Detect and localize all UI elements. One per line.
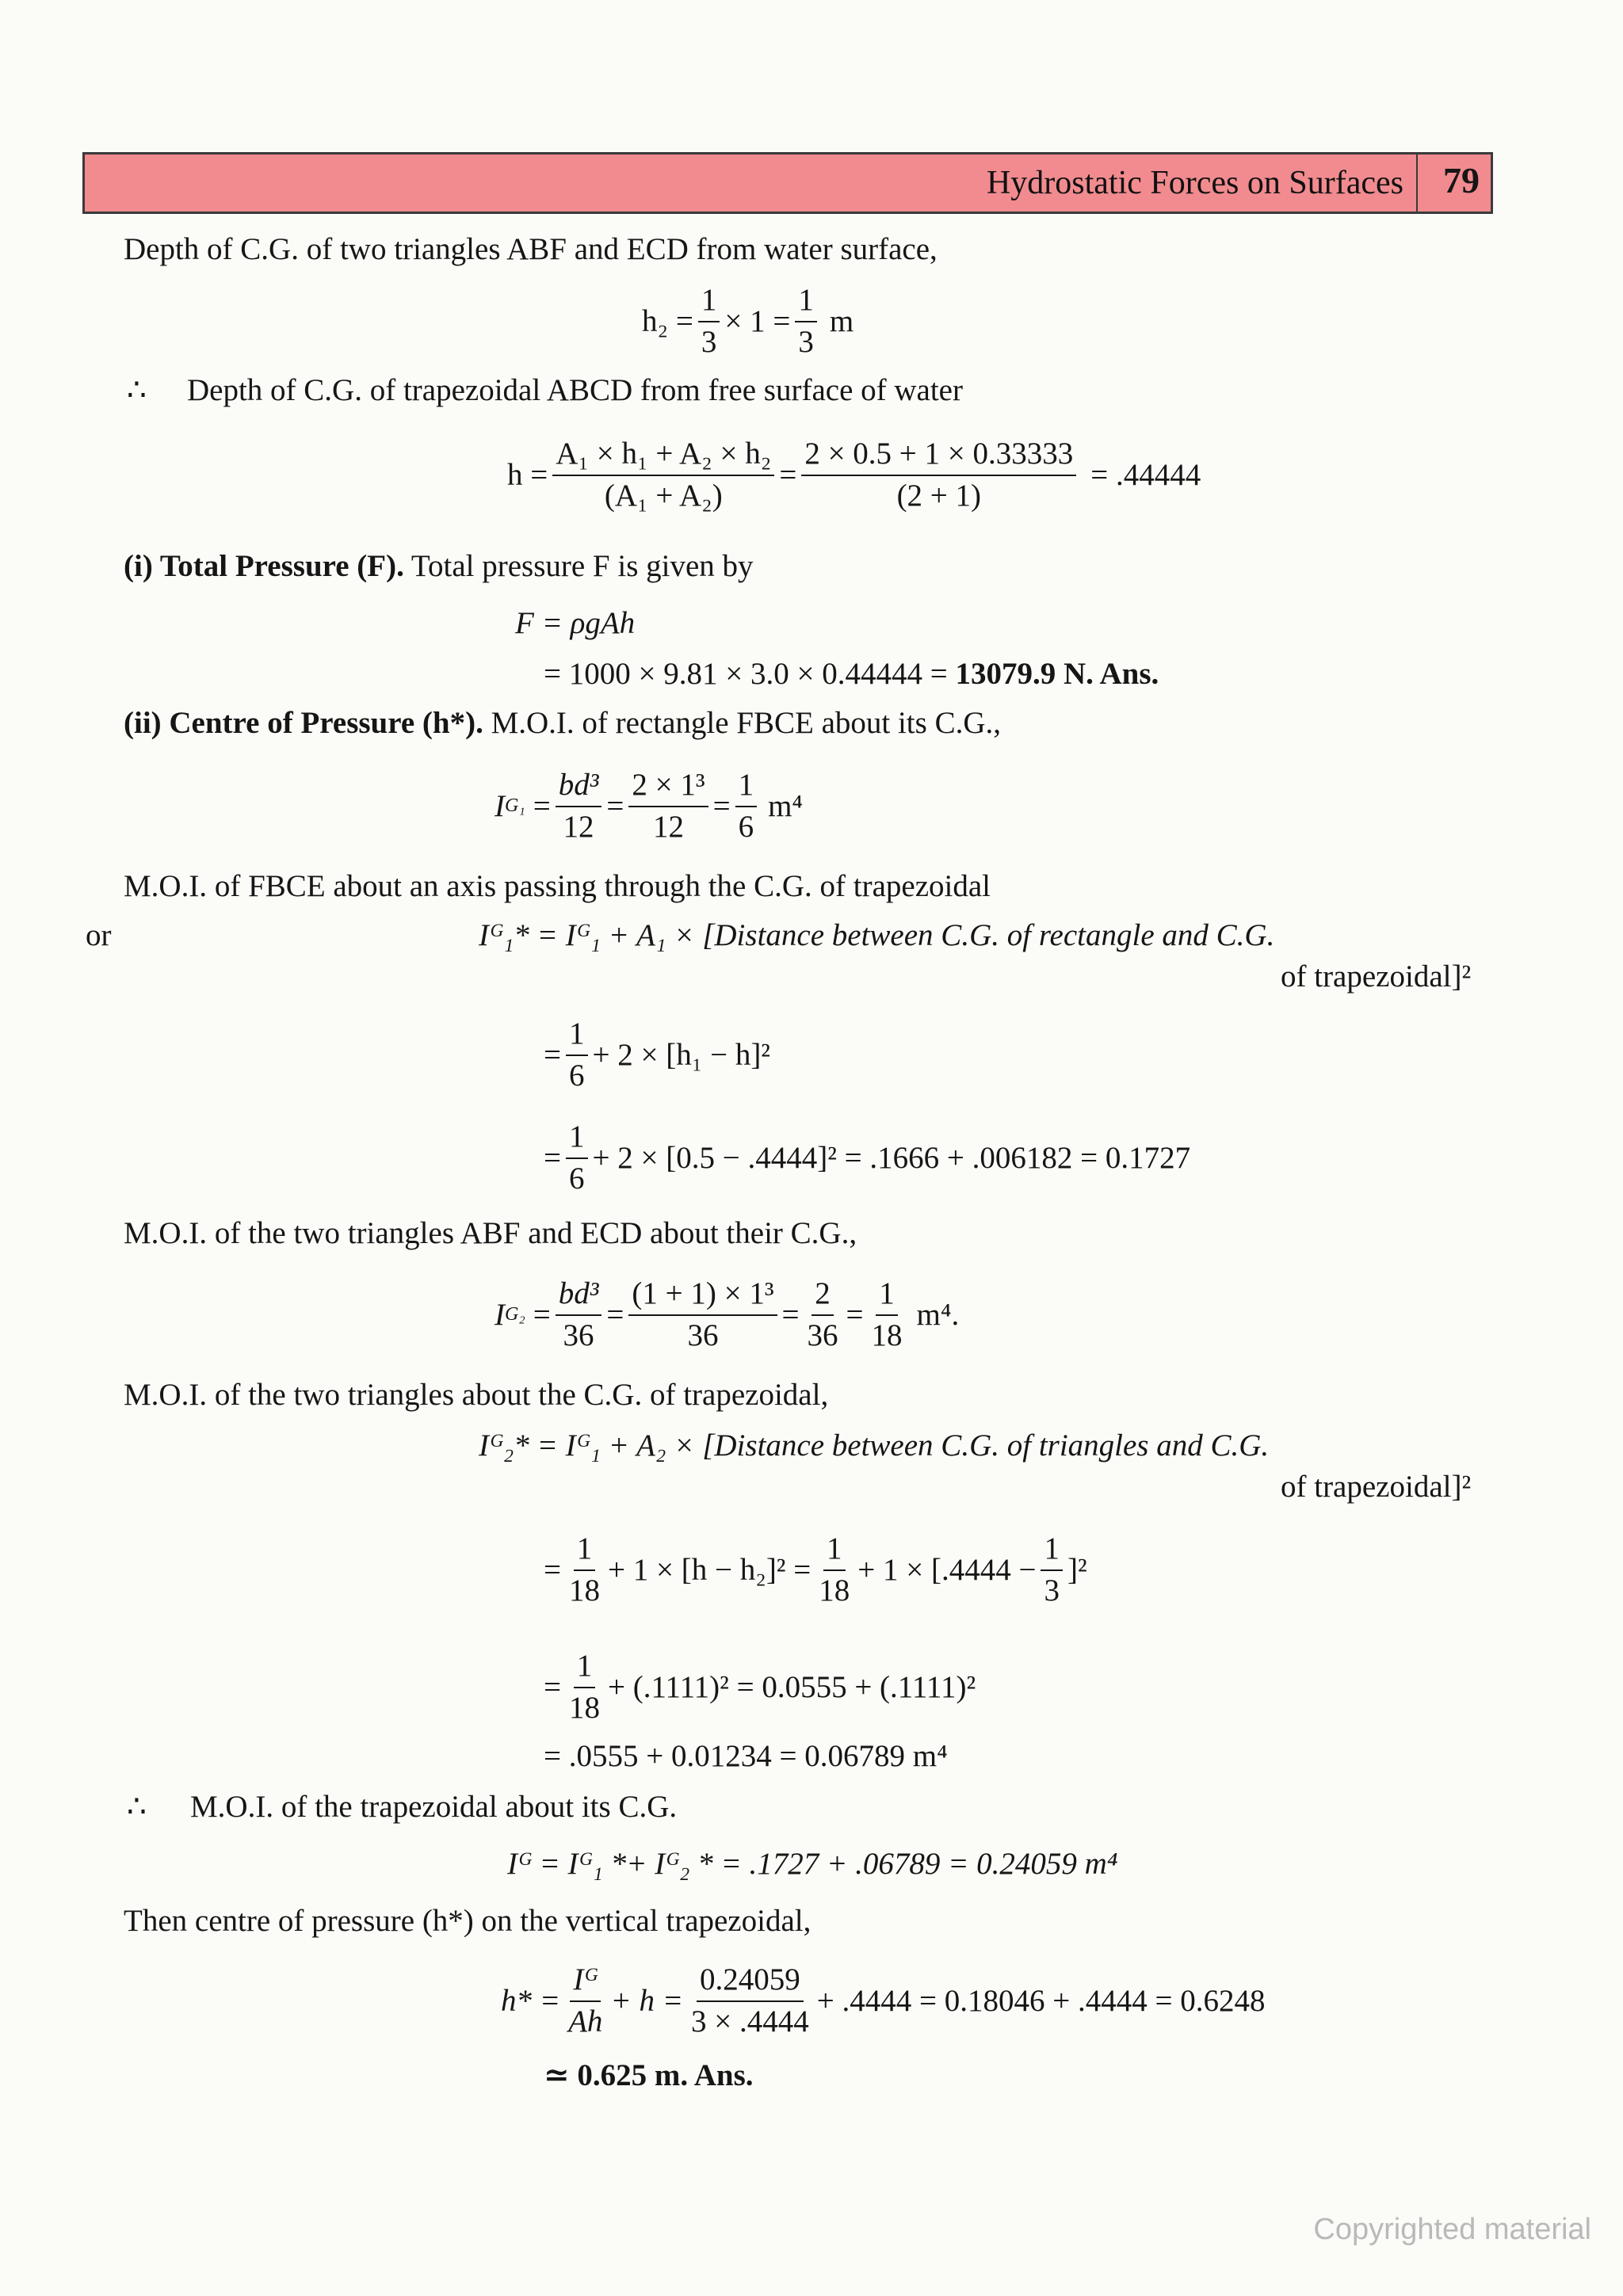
frac-num: 1	[566, 1120, 588, 1159]
frac-num: A₁ × h₁ + A₂ × h₂	[552, 437, 774, 476]
page-number: 79	[1443, 160, 1480, 200]
eq-sign: =	[544, 1670, 561, 1705]
equation-F: F = ρgAh	[515, 606, 636, 640]
F-calc: = 1000 × 9.81 × 3.0 × 0.44444 =	[544, 657, 948, 691]
frac-num: bd³	[556, 769, 602, 807]
header-title: Hydrostatic Forces on Surfaces	[986, 165, 1403, 201]
frac-den: (A₁ + A₂)	[604, 478, 723, 513]
frac-num: 2	[812, 1277, 834, 1316]
equation-IG2star-step1	[544, 1532, 1087, 1608]
frac-den: 12	[652, 809, 684, 844]
centre-pressure-line	[124, 705, 1001, 741]
frac-den: 36	[807, 1318, 838, 1352]
frac-den: 18	[569, 1690, 600, 1725]
frac-num: (1 + 1) × 1³	[628, 1277, 777, 1316]
frac-num: 1	[876, 1277, 898, 1316]
eq-rest: + 2 × [0.5 − .4444]² = .1666 + .006182 = 0.1727	[592, 1141, 1191, 1176]
eq-h2-mid: × 1 =	[724, 304, 791, 339]
frac-num: 1	[574, 1532, 596, 1571]
text-line-depth-trapezoidal: Depth of C.G. of trapezoidal ABCD from free surface of water	[187, 373, 963, 407]
eq-rest: + .4444 = 0.18046 + .4444 = 0.6248	[816, 1984, 1266, 2019]
frac-num: 1	[735, 769, 758, 807]
frac-den: 6	[569, 1058, 585, 1093]
total-pressure-label: (i) Total Pressure (F).	[124, 549, 404, 583]
frac-den: 18	[819, 1573, 850, 1608]
watermark: Copyrighted material	[1313, 2213, 1591, 2246]
eq-sign: =	[779, 458, 797, 493]
frac-den: 6	[569, 1161, 585, 1196]
centre-pressure-text: M.O.I. of rectangle FBCE about its C.G.,	[491, 706, 1002, 740]
frac-den: 3 × .4444	[691, 2004, 809, 2039]
frac-num: Iᴳ	[570, 1963, 601, 2002]
frac-den: 3	[701, 324, 717, 359]
frac-den: (2 + 1)	[896, 478, 982, 513]
equation-IG1star-step1	[544, 1017, 770, 1093]
frac-den: Ah	[568, 2004, 603, 2039]
eq-sign: =	[533, 1298, 551, 1333]
equation-IG1: I G₁ = $\frac{\text{bd³}}{12}$ = $\frac{\text{2 × 1³}}{12}$ = $\frac{1}{6}$ m⁴	[495, 768, 804, 844]
eq-result: = .44444	[1090, 458, 1201, 493]
frac-den: 12	[563, 809, 594, 844]
equation-hbar	[507, 437, 1201, 513]
eq-mid: + 1 × [h − h₂]² =	[608, 1553, 812, 1588]
frac-num: bd³	[556, 1277, 602, 1316]
equation-IG2star-line2: of trapezoidal]²	[1281, 1470, 1472, 1504]
equation-h2	[642, 284, 854, 360]
equation-F-calc	[544, 656, 1159, 692]
F-answer: 13079.9 N. Ans.	[955, 657, 1159, 691]
frac-den: 3	[798, 324, 814, 359]
text-line-centre-trapezoidal: Then centre of pressure (h*) on the vertical trapezoidal,	[124, 1904, 812, 1938]
frac-den: 36	[687, 1318, 719, 1352]
equation-hstar	[501, 1963, 1266, 2039]
header-band	[82, 152, 1493, 214]
total-pressure-line	[124, 548, 754, 584]
final-answer: ≃ 0.625 m. Ans.	[544, 2058, 754, 2092]
IG1-sub: G₁	[505, 795, 525, 817]
page-number-divider	[1416, 154, 1418, 212]
frac-num: 1	[698, 284, 720, 322]
eq-rest: + (.1111)² = 0.0555 + (.1111)²	[608, 1670, 976, 1705]
frac-den: 18	[871, 1318, 903, 1352]
frac-num: 1	[1041, 1532, 1063, 1571]
text-line-moi-trap: M.O.I. of the trapezoidal about its C.G.	[190, 1790, 678, 1824]
therefore-symbol: ∴	[127, 373, 147, 407]
equation-IG2star-line1: Iᴳ₂* = Iᴳ₁ + A₂ × [Distance between C.G. of triangles and C.G.	[479, 1428, 1270, 1463]
eq-sign: =	[544, 1553, 561, 1588]
eq-sign: =	[544, 1038, 561, 1073]
unit: m⁴.	[916, 1298, 960, 1333]
frac-den: 18	[569, 1573, 600, 1608]
frac-num: 2 × 1³	[628, 769, 708, 807]
eq-sign: =	[533, 789, 551, 824]
eq-mid: + 1 × [.4444 −	[857, 1553, 1037, 1588]
eq-lhs: h =	[507, 458, 548, 493]
text-line-moi-triangles-trap: M.O.I. of the two triangles about the C.G. of trapezoidal,	[124, 1378, 829, 1412]
eq-end: ]²	[1067, 1553, 1087, 1588]
equation-IG1star-line1: Iᴳ₁* = Iᴳ₁ + A₁ × [Distance between C.G. of rectangle and C.G.	[479, 918, 1275, 952]
or-label: or	[86, 918, 112, 952]
equation-IG: Iᴳ = Iᴳ₁ *+ Iᴳ₂ * = .1727 + .06789 = 0.24059 m⁴	[507, 1847, 1118, 1881]
equation-IG1star-step2	[544, 1120, 1190, 1196]
frac-num: 1	[823, 1532, 846, 1571]
equation-IG2: I G₂ = $\frac{\text{bd³}}{36}$ = $\frac{\text{(1 + 1) × 1³}}{36}$ = $\frac{2}{36}$ = $\frac{1}{18}$ m⁴.	[495, 1276, 960, 1352]
text-line-moi-triangles: M.O.I. of the two triangles ABF and ECD about their C.G.,	[124, 1216, 857, 1250]
text-line-depth-triangles: Depth of C.G. of two triangles ABF and ECD from water surface,	[124, 232, 938, 266]
frac-num: 1	[566, 1017, 588, 1056]
eq-lhs: h* =	[501, 1984, 561, 2019]
unit: m	[829, 304, 854, 339]
frac-den: 36	[563, 1318, 594, 1352]
text-line-moi-fbce: M.O.I. of FBCE about an axis passing through the C.G. of trapezoidal	[124, 869, 991, 903]
eq-h2-lhs: h₂ =	[642, 304, 693, 339]
eq-sign: =	[544, 1141, 561, 1176]
frac-num: 1	[795, 284, 817, 322]
frac-num: 2 × 0.5 + 1 × 0.33333	[801, 437, 1076, 476]
IG1-lhs: I	[495, 789, 505, 824]
unit: m⁴	[768, 789, 804, 824]
equation-IG2star-step2	[544, 1650, 976, 1726]
frac-den: 3	[1044, 1573, 1060, 1608]
equation-IG1star-line2: of trapezoidal]²	[1281, 959, 1472, 994]
frac-num: 1	[574, 1650, 596, 1688]
total-pressure-text: Total pressure F is given by	[411, 549, 754, 583]
equation-IG2star-step3: = .0555 + 0.01234 = 0.06789 m⁴	[544, 1739, 948, 1773]
therefore-symbol: ∴	[127, 1790, 147, 1824]
centre-pressure-label: (ii) Centre of Pressure (h*).	[124, 706, 483, 740]
frac-den: 6	[738, 809, 754, 844]
eq-rest: + 2 × [h₁ − h]²	[592, 1038, 770, 1073]
frac-num: 0.24059	[697, 1963, 804, 2002]
eq-mid: + h =	[610, 1984, 684, 2019]
